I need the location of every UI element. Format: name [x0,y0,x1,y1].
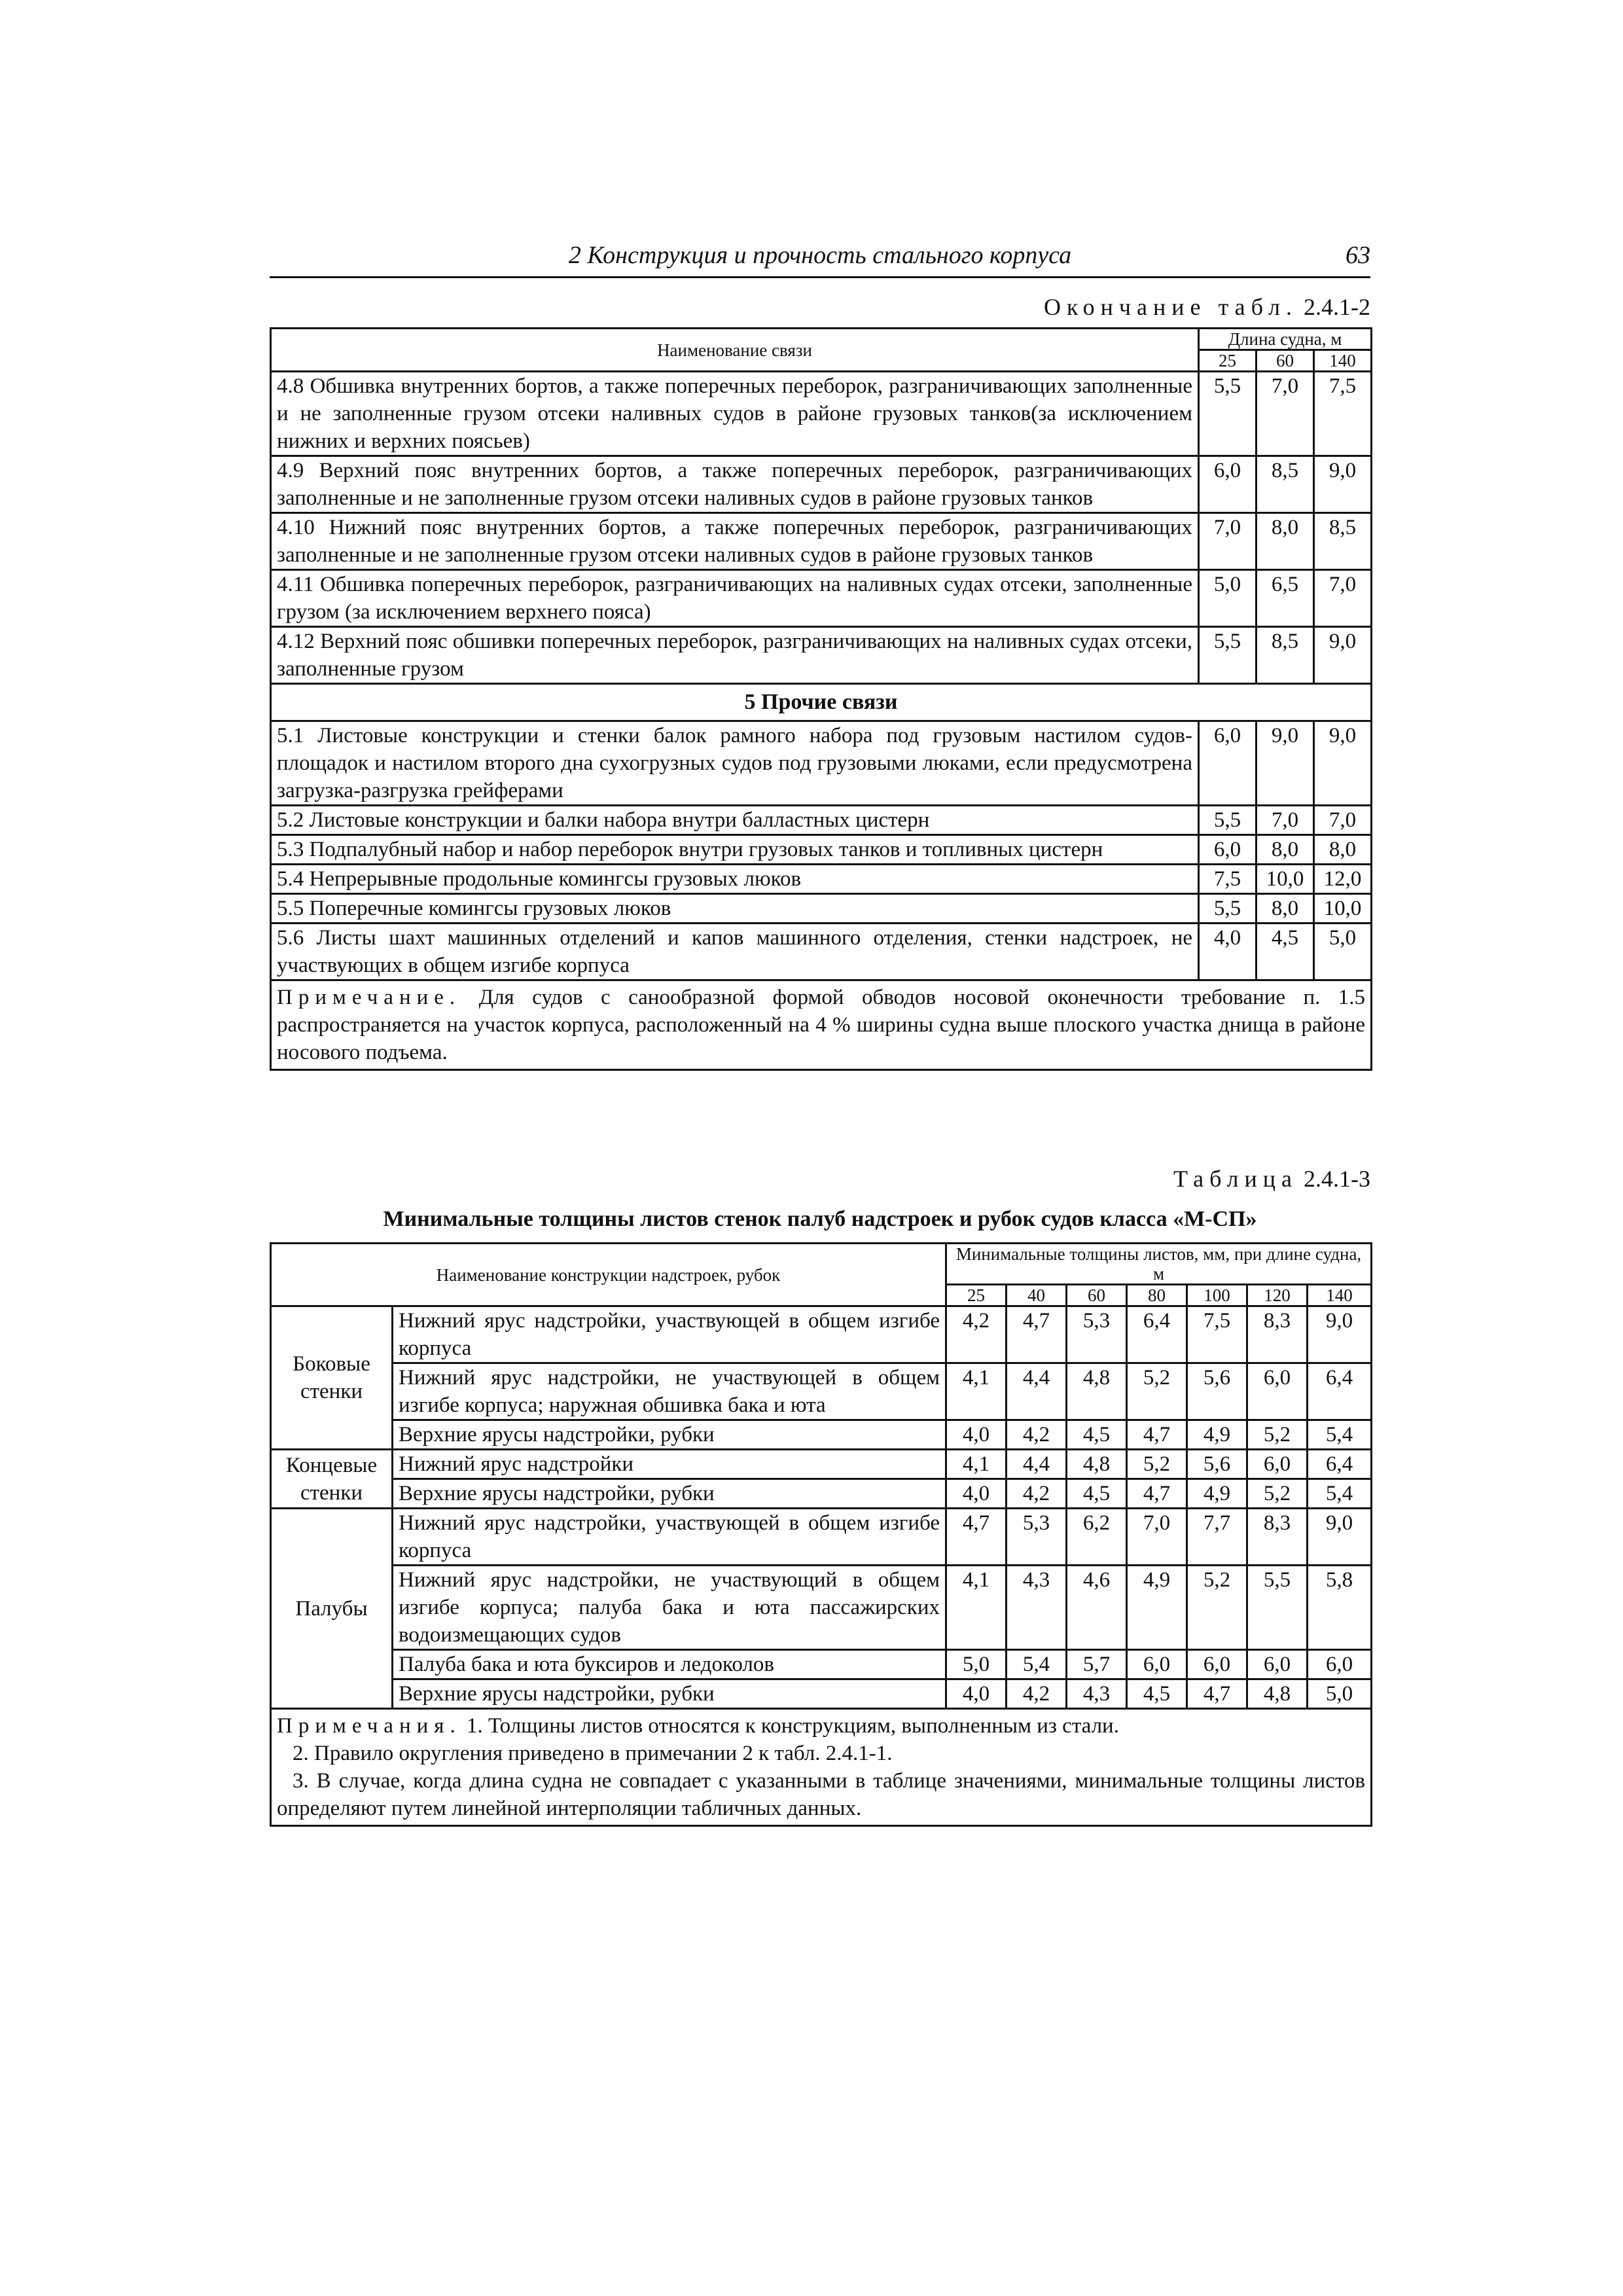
thickness-value: 4,5 [1067,1479,1127,1509]
thickness-value: 5,0 [1314,924,1372,980]
page-number: 63 [1346,242,1370,269]
length-header: 25 [1199,350,1257,372]
table-row [271,456,1372,513]
thickness-value: 4,2 [1007,1679,1067,1709]
thickness-value: 4,9 [1127,1566,1187,1650]
length-header: 80 [1127,1285,1187,1306]
thickness-value: 4,5 [1067,1420,1127,1450]
table1-caption-num: 2.4.1-2 [1304,294,1370,320]
thickness-value: 4,9 [1187,1420,1247,1450]
thickness-value: 6,0 [1247,1650,1308,1679]
row-description: Нижний ярус надстройки, не участвующий в общем изгибе корпуса; палуба бака и юта пассажирских водоизмещающих судов [393,1566,946,1650]
thickness-value: 9,0 [1314,721,1372,806]
thickness-value: 4,2 [1007,1479,1067,1509]
thickness-value: 4,7 [946,1509,1007,1566]
length-header: 140 [1308,1285,1372,1306]
thickness-value: 9,0 [1314,456,1372,513]
table-row [271,835,1372,865]
table-row [271,1679,1372,1709]
length-header: 140 [1314,350,1372,372]
table-row [271,627,1372,684]
thickness-value: 6,4 [1308,1363,1372,1420]
length-header: 60 [1067,1285,1127,1306]
table-row [271,513,1372,570]
thickness-value: 4,4 [1007,1363,1067,1420]
thickness-value: 5,5 [1199,806,1257,835]
thickness-value: 5,3 [1007,1509,1067,1566]
table2-caption [1173,1165,1370,1193]
thickness-value: 9,0 [1257,721,1314,806]
thickness-value: 4,0 [1199,924,1257,980]
row-description: 5.3 Подпалубный набор и набор переборок внутри грузовых танков и топливных цистерн [271,835,1199,865]
thickness-value: 8,5 [1257,456,1314,513]
thickness-value: 6,0 [1247,1450,1308,1479]
row-description: 5.2 Листовые конструкции и балки набора внутри балластных цистерн [271,806,1199,835]
row-description: 4.10 Нижний пояс внутренних бортов, а также поперечных переборок, разграничивающих заполненные и не заполненные грузом отсеки наливных судов в районе грузовых танков [271,513,1199,570]
thickness-value: 5,5 [1247,1566,1308,1650]
thickness-value: 6,2 [1067,1509,1127,1566]
table-row [271,1363,1372,1420]
table1-caption [1044,293,1370,321]
thickness-value: 7,0 [1314,570,1372,627]
thickness-value: 6,4 [1308,1450,1372,1479]
table-notes [271,1709,1372,1826]
length-header: 25 [946,1285,1007,1306]
thickness-value: 4,7 [1187,1679,1247,1709]
row-description: Палуба бака и юта буксиров и ледоколов [393,1650,946,1679]
thickness-value: 12,0 [1314,865,1372,894]
note-row [271,980,1372,1070]
thickness-value: 5,2 [1247,1420,1308,1450]
thickness-value: 8,0 [1314,835,1372,865]
thickness-value: 4,2 [946,1306,1007,1363]
table-2-4-1-3 [270,1242,1372,1827]
row-description: 4.8 Обшивка внутренних бортов, а также поперечных переборок, разграничивающих заполненные и не заполненные грузом отсеки наливных судов в районе грузовых танков(за исключением нижних и верхних поясьев) [271,372,1199,456]
table-row [271,1306,1372,1363]
thickness-value: 5,5 [1199,372,1257,456]
notes-label: Примечания. [277,1714,461,1738]
thickness-value: 5,7 [1067,1650,1127,1679]
column-header-length: Длина судна, м [1199,329,1372,350]
thickness-value: 4,7 [1127,1420,1187,1450]
thickness-value: 5,4 [1308,1420,1372,1450]
group-name: Палубы [271,1509,393,1709]
thickness-value: 4,0 [946,1479,1007,1509]
row-description: 5.6 Листы шахт машинных отделений и капов машинного отделения, стенки надстроек, не участвующих в общем изгибе корпуса [271,924,1199,980]
note-item: 1. Толщины листов относятся к конструкциям, выполненным из стали. [466,1714,1119,1738]
thickness-value: 5,6 [1187,1363,1247,1420]
thickness-value: 7,0 [1199,513,1257,570]
thickness-value: 5,4 [1308,1479,1372,1509]
thickness-value: 6,0 [1199,835,1257,865]
thickness-value: 4,0 [946,1679,1007,1709]
thickness-value: 4,5 [1127,1679,1187,1709]
notes-row [271,1709,1372,1826]
length-header: 40 [1007,1285,1067,1306]
thickness-value: 6,0 [1308,1650,1372,1679]
thickness-value: 6,0 [1199,456,1257,513]
section-heading: 5 Прочие связи [271,684,1372,721]
thickness-value: 9,0 [1308,1306,1372,1363]
table-row [271,1566,1372,1650]
thickness-value: 6,0 [1187,1650,1247,1679]
length-header: 60 [1257,350,1314,372]
thickness-value: 4,7 [1127,1479,1187,1509]
table-row [271,1650,1372,1679]
thickness-value: 4,1 [946,1363,1007,1420]
group-name: Концевые стенки [271,1450,393,1509]
thickness-value: 5,6 [1187,1450,1247,1479]
table-2-4-1-2 [270,327,1372,1071]
thickness-value: 4,4 [1007,1450,1067,1479]
row-description: Нижний ярус надстройки [393,1450,946,1479]
thickness-value: 8,0 [1257,513,1314,570]
thickness-value: 6,0 [1247,1363,1308,1420]
thickness-value: 5,2 [1187,1566,1247,1650]
table-row [271,372,1372,456]
thickness-value: 5,4 [1007,1650,1067,1679]
section-row [271,684,1372,721]
column-header-construction: Наименование конструкции надстроек, рубок [271,1244,946,1306]
row-description: Верхние ярусы надстройки, рубки [393,1479,946,1509]
thickness-value: 7,7 [1187,1509,1247,1566]
thickness-value: 7,5 [1314,372,1372,456]
table-row [271,1450,1372,1479]
thickness-value: 8,0 [1257,835,1314,865]
thickness-value: 8,0 [1257,894,1314,924]
thickness-value: 4,3 [1067,1679,1127,1709]
thickness-value: 5,5 [1199,894,1257,924]
row-description: 5.1 Листовые конструкции и стенки балок рамного набора под грузовым настилом судов-площадок и настилом второго дна сухогрузных судов под грузовыми люками, если предусмотрена загрузка-разгрузка грейферами [271,721,1199,806]
table-row [271,721,1372,806]
note-item: 3. В случае, когда длина судна не совпадает с указанными в таблице значениями, минимальные толщины листов определяют путем линейной интерполяции табличных данных. [277,1769,1366,1820]
thickness-value: 5,3 [1067,1306,1127,1363]
thickness-value: 7,0 [1314,806,1372,835]
table-row [271,1509,1372,1566]
table-note [271,980,1372,1070]
thickness-value: 6,4 [1127,1306,1187,1363]
row-description: 4.12 Верхний пояс обшивки поперечных переборок, разграничивающих на наливных судах отсеки, заполненные грузом [271,627,1199,684]
thickness-value: 4,8 [1247,1679,1308,1709]
thickness-value: 5,0 [1199,570,1257,627]
thickness-value: 5,2 [1127,1450,1187,1479]
row-description: 4.11 Обшивка поперечных переборок, разграничивающих на наливных судах отсеки, заполненные грузом (за исключением верхнего пояса) [271,570,1199,627]
thickness-value: 8,3 [1247,1509,1308,1566]
thickness-value: 8,5 [1257,627,1314,684]
thickness-value: 7,0 [1257,806,1314,835]
table1-caption-word: Окончание табл. [1043,294,1298,320]
thickness-value: 7,0 [1127,1509,1187,1566]
thickness-value: 5,5 [1199,627,1257,684]
thickness-value: 4,6 [1067,1566,1127,1650]
thickness-value: 4,3 [1007,1566,1067,1650]
table-row [271,924,1372,980]
row-description: Нижний ярус надстройки, не участвующей в общем изгибе корпуса; наружная обшивка бака и юта [393,1363,946,1420]
note-text: Для судов с санообразной формой обводов носовой оконечности требование п. 1.5 распространяется на участок корпуса, расположенный на 4 % ширины судна выше плоского участка днища в районе носового подъема. [277,986,1366,1064]
thickness-value: 5,2 [1127,1363,1187,1420]
row-description: Нижний ярус надстройки, участвующей в общем изгибе корпуса [393,1509,946,1566]
table-row [271,570,1372,627]
thickness-value: 4,5 [1257,924,1314,980]
thickness-value: 9,0 [1308,1509,1372,1566]
thickness-value: 4,8 [1067,1450,1127,1479]
table-row [271,865,1372,894]
thickness-value: 4,1 [946,1450,1007,1479]
column-header-name: Наименование связи [271,329,1199,372]
thickness-value: 6,0 [1127,1650,1187,1679]
chapter-title: 2 Конструкция и прочность стального корпуса [568,242,1072,269]
thickness-value: 4,9 [1187,1479,1247,1509]
thickness-value: 7,5 [1187,1306,1247,1363]
row-description: 5.5 Поперечные комингсы грузовых люков [271,894,1199,924]
row-description: Верхние ярусы надстройки, рубки [393,1679,946,1709]
row-description: Верхние ярусы надстройки, рубки [393,1420,946,1450]
thickness-value: 4,8 [1067,1363,1127,1420]
thickness-value: 7,0 [1257,372,1314,456]
table-row [271,894,1372,924]
thickness-value: 9,0 [1314,627,1372,684]
table-row [271,1420,1372,1450]
thickness-value: 4,7 [1007,1306,1067,1363]
table-row [271,1479,1372,1509]
column-header-min-thickness: Минимальные толщины листов, мм, при длине судна, м [946,1244,1372,1285]
thickness-value: 6,0 [1199,721,1257,806]
thickness-value: 4,0 [946,1420,1007,1450]
thickness-value: 10,0 [1314,894,1372,924]
thickness-value: 4,1 [946,1566,1007,1650]
thickness-value: 7,5 [1199,865,1257,894]
thickness-value: 6,5 [1257,570,1314,627]
thickness-value: 8,5 [1314,513,1372,570]
thickness-value: 10,0 [1257,865,1314,894]
table2-title: Минимальные толщины листов стенок палуб надстроек и рубок судов класса «М-СП» [383,1207,1257,1231]
thickness-value: 4,2 [1007,1420,1067,1450]
table2-caption-word: Таблица [1173,1166,1298,1192]
thickness-value: 8,3 [1247,1306,1308,1363]
length-header: 120 [1247,1285,1308,1306]
thickness-value: 5,8 [1308,1566,1372,1650]
row-description: Нижний ярус надстройки, участвующей в общем изгибе корпуса [393,1306,946,1363]
note-item: 2. Правило округления приведено в примечании 2 к табл. 2.4.1-1. [293,1742,893,1765]
thickness-value: 5,2 [1247,1479,1308,1509]
note-label: Примечание. [277,986,461,1009]
thickness-value: 5,0 [1308,1679,1372,1709]
row-description: 5.4 Непрерывные продольные комингсы грузовых люков [271,865,1199,894]
group-name: Боковые стенки [271,1306,393,1450]
length-header: 100 [1187,1285,1247,1306]
table-row [271,806,1372,835]
table2-caption-num: 2.4.1-3 [1304,1166,1370,1192]
thickness-value: 5,0 [946,1650,1007,1679]
row-description: 4.9 Верхний пояс внутренних бортов, а также поперечных переборок, разграничивающих заполненные и не заполненные грузом отсеки наливных судов в районе грузовых танков [271,456,1199,513]
running-header [270,237,1370,278]
